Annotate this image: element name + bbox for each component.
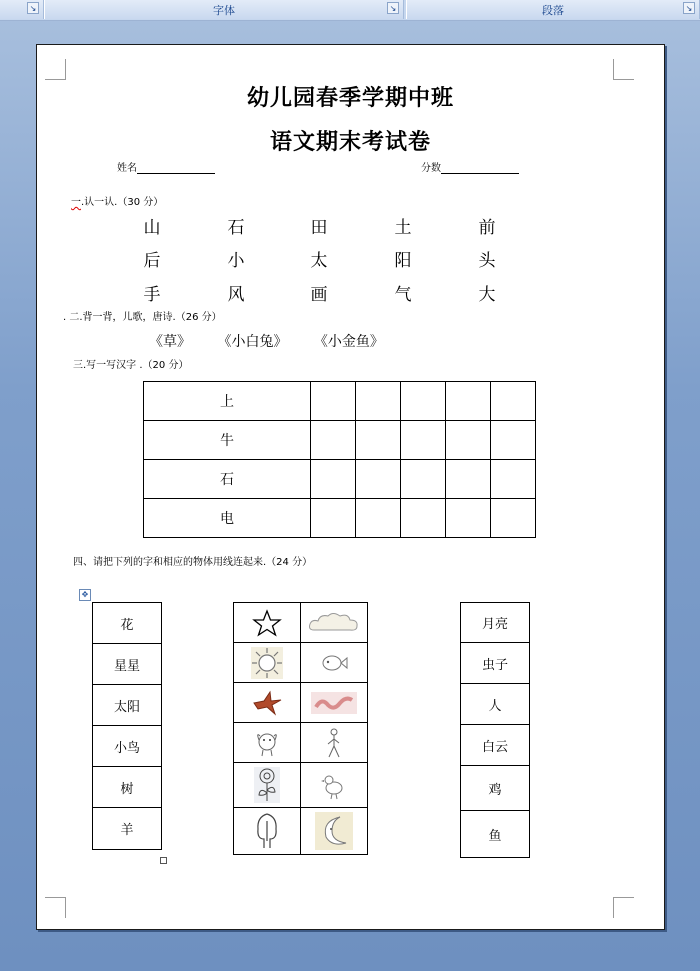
grid-row	[144, 499, 536, 538]
grid-row	[144, 382, 536, 421]
char: 头	[478, 251, 496, 271]
match-word: 小鸟	[93, 726, 162, 767]
crop-mark	[45, 59, 66, 80]
match-word: 虫子	[461, 643, 530, 684]
score-label: 分数	[421, 163, 441, 174]
picture-cell	[301, 603, 368, 643]
sheep-icon	[252, 728, 282, 758]
grid-row	[144, 421, 536, 460]
writing-cell[interactable]	[356, 499, 401, 538]
name-blank	[137, 163, 215, 174]
char: 手	[143, 285, 161, 305]
ribbon-group-label: 字体	[213, 4, 235, 17]
picture-cell	[234, 643, 301, 683]
match-word: 太阳	[93, 685, 162, 726]
question-3-title: 三.写一写汉字 .（20 分）	[73, 360, 189, 371]
sun-icon	[249, 645, 285, 681]
tree-icon	[253, 811, 281, 851]
writing-cell[interactable]	[491, 421, 536, 460]
question-2-title: . 二.背一背，儿歌，唐诗.（26 分）	[63, 312, 222, 323]
char: 石	[227, 218, 245, 238]
match-word: 鱼	[461, 811, 530, 858]
table-resize-handle[interactable]	[160, 857, 167, 864]
doc-title-line2: 语文期末考试卷	[269, 130, 431, 155]
writing-cell[interactable]	[356, 460, 401, 499]
writing-cell[interactable]	[446, 421, 491, 460]
picture-cell	[234, 723, 301, 763]
grid-row	[144, 460, 536, 499]
score-blank	[441, 163, 519, 174]
match-left-table	[92, 602, 162, 850]
writing-cell[interactable]	[446, 460, 491, 499]
crop-mark	[613, 897, 634, 918]
picture-cell	[301, 808, 368, 855]
poem-title: 《小白兔》	[217, 334, 288, 350]
poem-title: 《小金鱼》	[313, 334, 384, 350]
ribbon-group-font	[44, 0, 404, 19]
char: 画	[310, 285, 328, 305]
cloud-icon	[306, 608, 362, 638]
match-word: 月亮	[461, 603, 530, 643]
picture-cell	[301, 683, 368, 723]
paragraph-dialog-launcher-icon[interactable]: ↘	[683, 2, 695, 14]
char: 土	[394, 218, 412, 238]
match-word: 星星	[93, 644, 162, 685]
picture-cell	[234, 603, 301, 643]
writing-cell[interactable]	[401, 460, 446, 499]
match-word: 白云	[461, 725, 530, 766]
picture-cell	[301, 763, 368, 808]
name-field	[117, 159, 215, 174]
writing-cell[interactable]	[491, 499, 536, 538]
chicken-icon	[319, 770, 349, 800]
char: 气	[394, 285, 412, 305]
poem-title: 《草》	[149, 334, 191, 350]
ribbon-group-paragraph	[406, 0, 700, 19]
picture-cell	[301, 723, 368, 763]
writing-cell[interactable]	[311, 460, 356, 499]
flower-icon	[252, 765, 282, 805]
question-1-text: .认一认.（30 分）	[81, 197, 164, 208]
question-4-title: 四、请把下列的字和相应的物体用线连起来.（24 分）	[73, 557, 313, 568]
writing-cell[interactable]	[446, 499, 491, 538]
name-label: 姓名	[117, 163, 137, 174]
char: 大	[478, 285, 496, 305]
match-word: 树	[93, 767, 162, 808]
char: 前	[478, 218, 496, 238]
ribbon-group-label: 段落	[542, 4, 564, 17]
moon-icon	[314, 811, 354, 851]
match-word: 花	[93, 603, 162, 644]
writing-cell[interactable]	[356, 382, 401, 421]
dialog-launcher-icon[interactable]: ↘	[27, 2, 39, 14]
question-1-title	[71, 193, 163, 208]
char: 田	[310, 218, 328, 238]
spellcheck-mark: 一	[71, 197, 81, 208]
picture-cell	[234, 683, 301, 723]
crop-mark	[45, 897, 66, 918]
writing-cell[interactable]	[401, 382, 446, 421]
match-word: 羊	[93, 808, 162, 850]
picture-cell	[234, 808, 301, 855]
writing-cell[interactable]	[311, 382, 356, 421]
match-picture-table	[233, 602, 368, 855]
worm-icon	[310, 691, 358, 715]
person-icon	[322, 727, 346, 759]
char: 太	[310, 251, 328, 271]
writing-cell[interactable]	[311, 499, 356, 538]
char: 后	[143, 251, 161, 271]
char: 山	[143, 218, 161, 238]
char: 风	[227, 285, 245, 305]
match-word: 人	[461, 684, 530, 725]
writing-cell[interactable]	[311, 421, 356, 460]
score-field	[421, 159, 519, 174]
writing-cell[interactable]	[491, 460, 536, 499]
doc-title-line1: 幼儿园春季学期中班	[246, 86, 454, 111]
grid-char: 电	[144, 499, 311, 538]
grid-char: 上	[144, 382, 311, 421]
writing-grid	[143, 381, 536, 538]
char: 阳	[394, 251, 412, 271]
writing-cell[interactable]	[446, 382, 491, 421]
crop-mark	[613, 59, 634, 80]
star-icon	[252, 608, 282, 638]
fish-icon	[319, 650, 349, 676]
font-dialog-launcher-icon[interactable]: ↘	[387, 2, 399, 14]
bird-icon	[250, 689, 284, 717]
char: 小	[227, 251, 245, 271]
grid-char: 牛	[144, 421, 311, 460]
writing-cell[interactable]	[401, 499, 446, 538]
document-page[interactable]	[36, 44, 665, 930]
ribbon-bar	[0, 0, 700, 21]
poem-list	[149, 331, 406, 351]
writing-cell[interactable]	[356, 421, 401, 460]
table-move-handle-icon[interactable]: ✥	[79, 589, 91, 601]
picture-cell	[301, 643, 368, 683]
writing-cell[interactable]	[491, 382, 536, 421]
match-word: 鸡	[461, 766, 530, 811]
match-right-table	[460, 602, 530, 858]
writing-cell[interactable]	[401, 421, 446, 460]
picture-cell	[234, 763, 301, 808]
grid-char: 石	[144, 460, 311, 499]
ribbon-group-clipboard	[0, 0, 44, 19]
